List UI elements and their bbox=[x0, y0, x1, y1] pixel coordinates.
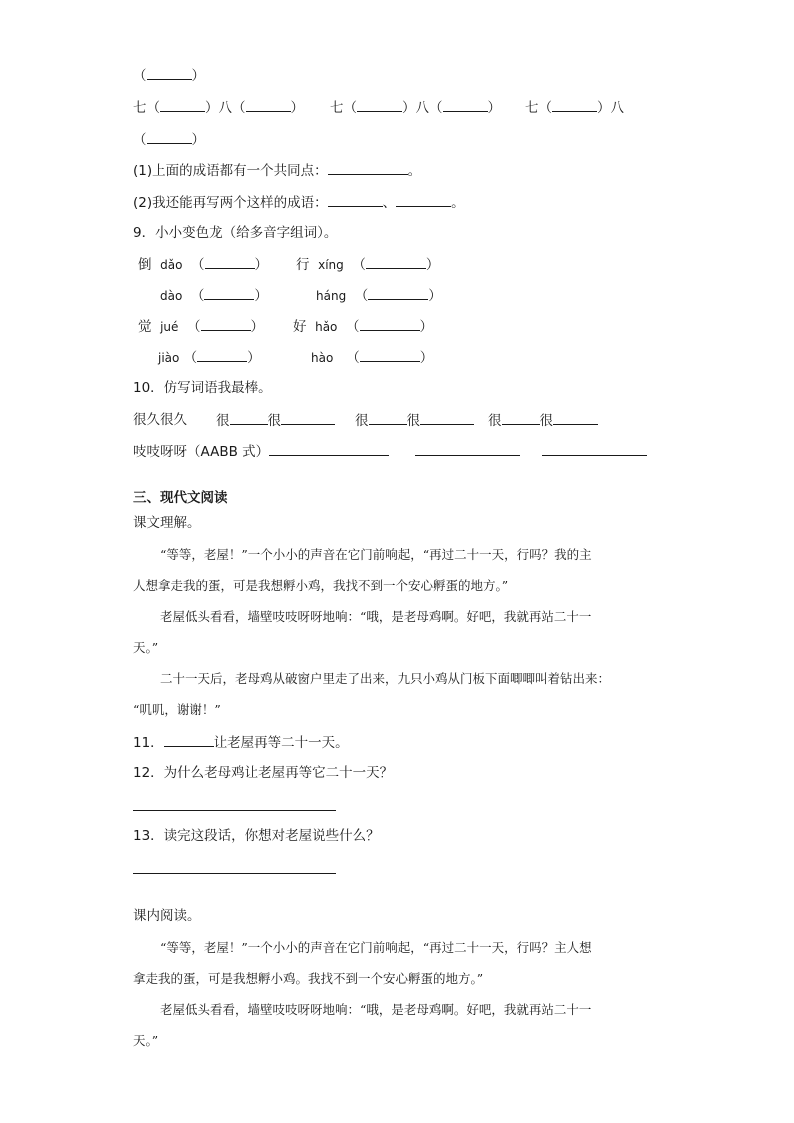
hen-char: 很 bbox=[406, 413, 420, 429]
answer-blank[interactable] bbox=[164, 733, 214, 747]
answer-blank[interactable] bbox=[396, 193, 451, 207]
answer-blank[interactable] bbox=[201, 317, 251, 331]
polyphone-char: 觉 bbox=[138, 319, 152, 335]
idiom-line-1c bbox=[525, 98, 624, 117]
question-text: (2)我还能再写两个这样的成语： bbox=[133, 195, 328, 211]
passage-b-line-0: “等等，老屋！”一个小小的声音在它门前响起，“再过二十一天，行吗？主人想 bbox=[160, 940, 592, 955]
answer-blank[interactable] bbox=[230, 411, 268, 425]
paren-open: （ bbox=[146, 100, 160, 116]
paren-close: ） bbox=[247, 350, 261, 366]
polyphone-char: 倒 bbox=[138, 257, 152, 273]
q12: 12．为什么老母鸡让老屋再等它二十一天？ bbox=[133, 765, 394, 781]
paren-open: （ bbox=[183, 350, 198, 366]
answer-blank[interactable] bbox=[366, 255, 426, 269]
paren-close: ） bbox=[290, 100, 304, 116]
punct: 。 bbox=[407, 163, 422, 179]
paren-open: （ bbox=[346, 350, 360, 366]
q10-title: 10．仿写词语我最棒。 bbox=[133, 380, 272, 396]
answer-blank[interactable] bbox=[369, 411, 407, 425]
q9-item-hao-1 bbox=[293, 317, 433, 336]
paren-close: ） bbox=[419, 319, 433, 335]
example-word: 吱吱呀呀（AABB 式） bbox=[133, 444, 270, 460]
answer-blank[interactable] bbox=[368, 286, 428, 300]
paren-open: （ bbox=[429, 100, 443, 116]
idiom-char: 八 bbox=[415, 100, 429, 116]
hen-char: 很 bbox=[488, 413, 502, 429]
answer-line[interactable] bbox=[133, 873, 336, 874]
q10-blank-group-1 bbox=[216, 411, 335, 430]
paren-open: （ bbox=[191, 257, 205, 273]
answer-blank[interactable] bbox=[502, 411, 540, 425]
q11 bbox=[133, 733, 349, 752]
passage-a-line-3: 天。” bbox=[133, 640, 159, 655]
answer-blank[interactable] bbox=[205, 255, 255, 269]
passage-a-line-1: 人想拿走我的蛋，可是我想孵小鸡，我找不到一个安心孵蛋的地方。” bbox=[133, 578, 509, 593]
paren-open: （ bbox=[346, 319, 360, 335]
paren-close: ） bbox=[254, 288, 268, 304]
q10-row1 bbox=[133, 411, 187, 429]
paren-close: ） bbox=[419, 350, 434, 366]
polyphone-char: 好 bbox=[293, 319, 307, 335]
hen-char: 很 bbox=[267, 413, 281, 429]
passage-a-line-4: 二十一天后，老母鸡从破窗户里走了出来，九只小鸡从门板下面唧唧叫着钻出来： bbox=[160, 671, 611, 686]
paren-open: （ bbox=[354, 288, 369, 304]
paren-open: （ bbox=[133, 132, 147, 148]
pinyin: dǎo bbox=[160, 258, 183, 272]
q9-title: 9．小小变色龙（给多音字组词）。 bbox=[133, 225, 338, 241]
q10-blank-group-3 bbox=[488, 411, 598, 430]
answer-blank[interactable] bbox=[542, 442, 647, 456]
polyphone-char: 行 bbox=[296, 257, 310, 273]
paren-close: ） bbox=[428, 288, 442, 304]
section-title: 三、现代文阅读 bbox=[133, 490, 228, 506]
paren-close: ） bbox=[250, 319, 265, 335]
pinyin: hào bbox=[311, 351, 334, 365]
pinyin: xíng bbox=[318, 258, 344, 272]
q8-sub1 bbox=[133, 161, 421, 180]
answer-blank[interactable] bbox=[197, 348, 247, 362]
idiom-line-2 bbox=[133, 130, 205, 149]
q10-blank-group-2 bbox=[355, 411, 474, 430]
idiom-char: 八 bbox=[610, 100, 624, 116]
idiom-char: 七 bbox=[133, 100, 147, 116]
q9-item-xing-1 bbox=[296, 255, 439, 274]
answer-blank[interactable] bbox=[328, 193, 383, 207]
punct: 、 bbox=[382, 195, 397, 211]
answer-blank[interactable] bbox=[328, 161, 408, 175]
answer-blank[interactable] bbox=[160, 98, 205, 112]
paren-close: ） bbox=[191, 132, 205, 148]
paren-close: ） bbox=[191, 68, 205, 84]
paren-open: （ bbox=[187, 319, 201, 335]
answer-blank[interactable] bbox=[415, 442, 520, 456]
idiom-line-1b bbox=[330, 98, 501, 117]
hen-char: 很 bbox=[539, 413, 553, 429]
idiom-line-0 bbox=[133, 66, 205, 85]
answer-blank[interactable] bbox=[360, 317, 420, 331]
paren-close: ） bbox=[487, 100, 501, 116]
q9-item-xing-2 bbox=[316, 286, 442, 305]
paren-close: ） bbox=[425, 257, 440, 273]
q10-row2 bbox=[133, 442, 389, 461]
passage-b-line-3: 天。” bbox=[133, 1033, 159, 1048]
pinyin: háng bbox=[316, 289, 347, 303]
pinyin: dào bbox=[160, 289, 183, 303]
q13: 13．读完这段话，你想对老屋说些什么？ bbox=[133, 828, 380, 844]
answer-blank[interactable] bbox=[420, 411, 474, 425]
q9-item-hao-2 bbox=[311, 348, 433, 367]
answer-blank[interactable] bbox=[360, 348, 420, 362]
passage-a-line-0: “等等，老屋！”一个小小的声音在它门前响起，“再过二十一天，行吗？我的主 bbox=[160, 547, 592, 562]
question-text: (1)上面的成语都有一个共同点： bbox=[133, 163, 328, 179]
q9-item-dao-1 bbox=[138, 255, 268, 274]
punct: 。 bbox=[451, 195, 465, 211]
answer-blank[interactable] bbox=[147, 130, 192, 144]
sub-heading-b: 课内阅读。 bbox=[133, 908, 201, 924]
paren-open: （ bbox=[133, 68, 147, 84]
q9-item-jue-2 bbox=[158, 348, 261, 367]
paren-open: （ bbox=[232, 100, 246, 116]
hen-char: 很 bbox=[216, 413, 230, 429]
answer-blank[interactable] bbox=[147, 66, 192, 80]
paren-open: （ bbox=[343, 100, 357, 116]
passage-a-line-2: 老屋低头看看，墙壁吱吱呀呀地响：“哦，是老母鸡啊。好吧，我就再站二十一 bbox=[160, 609, 592, 624]
answer-line[interactable] bbox=[133, 810, 336, 811]
q9-item-jue-1 bbox=[138, 317, 264, 336]
idiom-char: 七 bbox=[330, 100, 344, 116]
paren-close: ） bbox=[254, 257, 268, 273]
q9-item-dao-2 bbox=[160, 286, 268, 305]
idiom-char: 八 bbox=[218, 100, 232, 116]
answer-blank[interactable] bbox=[269, 442, 389, 456]
answer-blank[interactable] bbox=[552, 98, 597, 112]
paren-open: （ bbox=[352, 257, 366, 273]
paren-close: ） bbox=[402, 100, 416, 116]
pinyin: jué bbox=[160, 320, 179, 334]
q10-row2-blank-3 bbox=[542, 442, 647, 461]
question-text: 让老屋再等二十一天。 bbox=[213, 735, 349, 751]
paren-close: ） bbox=[205, 100, 219, 116]
paren-open: （ bbox=[190, 288, 205, 304]
idiom-line-1 bbox=[133, 98, 304, 117]
pinyin: hǎo bbox=[315, 320, 338, 334]
paren-close: ） bbox=[597, 100, 611, 116]
q8-sub2 bbox=[133, 193, 465, 212]
paren-open: （ bbox=[538, 100, 552, 116]
passage-b-line-1: 拿走我的蛋，可是我想孵小鸡。我找不到一个安心孵蛋的地方。” bbox=[133, 971, 484, 986]
passage-b-line-2: 老屋低头看看，墙壁吱吱呀呀地响：“哦，是老母鸡啊。好吧，我就再站二十一 bbox=[160, 1002, 592, 1017]
hen-char: 很 bbox=[355, 413, 369, 429]
answer-blank[interactable] bbox=[281, 411, 335, 425]
pinyin: jiào bbox=[158, 351, 180, 365]
passage-a-line-5: “叽叽，谢谢！” bbox=[133, 702, 221, 717]
sub-heading-a: 课文理解。 bbox=[133, 515, 201, 531]
answer-blank[interactable] bbox=[204, 286, 254, 300]
answer-blank[interactable] bbox=[443, 98, 488, 112]
idiom-char: 七 bbox=[525, 100, 539, 116]
answer-blank[interactable] bbox=[357, 98, 402, 112]
q10-row2-blank-2 bbox=[415, 442, 520, 461]
example-word: 很久很久 bbox=[133, 412, 187, 428]
question-number: 11． bbox=[133, 735, 164, 751]
answer-blank[interactable] bbox=[246, 98, 291, 112]
answer-blank[interactable] bbox=[553, 411, 598, 425]
